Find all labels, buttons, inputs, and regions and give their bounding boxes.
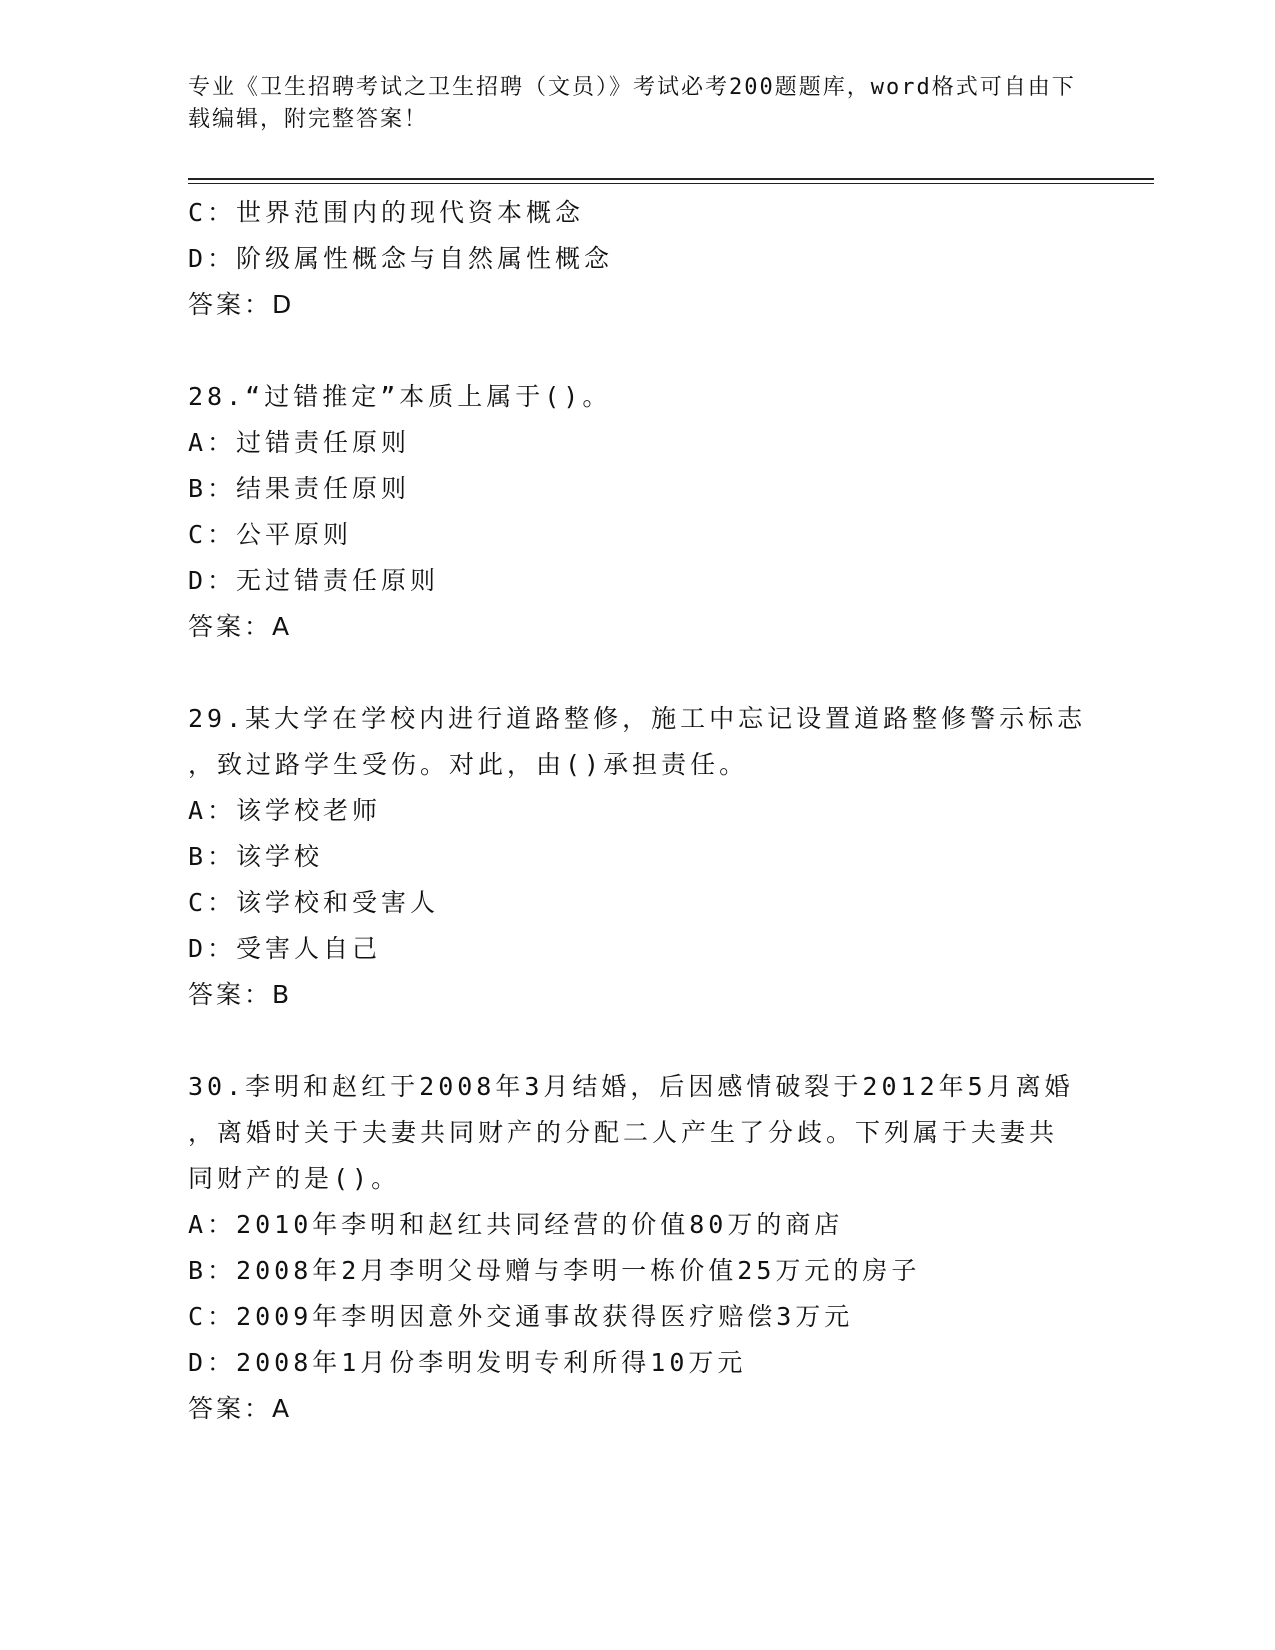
spacer [188,650,1088,696]
spacer [188,328,1088,374]
question-stem-line-1: 29.某大学在学校内进行道路整修，施工中忘记设置道路整修警示标志 [188,704,1087,733]
question-29 [188,696,1088,1018]
question-stem: 28.“过错推定”本质上属于()。 [188,382,612,411]
option-b: B：结果责任原则 [188,474,411,503]
question-28 [188,374,1088,650]
answer: 答案：B [188,980,293,1009]
header-divider-thick [188,178,1154,180]
spacer [188,1018,1088,1064]
option-a: A：2010年李明和赵红共同经营的价值80万的商店 [188,1210,844,1239]
question-30 [188,1064,1088,1432]
question-stem-line-1: 30.李明和赵红于2008年3月结婚，后因感情破裂于2012年5月离婚 [188,1072,1074,1101]
question-stem-line-3: 同财产的是()。 [188,1164,401,1193]
question-content [188,190,1088,1432]
option-b: B：2008年2月李明父母赠与李明一栋价值25万元的房子 [188,1256,921,1285]
question-stem-line-2: ，致过路学生受伤。对此，由()承担责任。 [188,750,749,779]
option-a: A：过错责任原则 [188,428,411,457]
question-27-continuation [188,190,1088,328]
option-d: D：阶级属性概念与自然属性概念 [188,244,614,273]
option-d: D：2008年1月份李明发明专利所得10万元 [188,1348,747,1377]
option-d: D：无过错责任原则 [188,566,440,595]
option-c: C：公平原则 [188,520,353,549]
option-d: D：受害人自己 [188,934,382,963]
option-c: C：该学校和受害人 [188,888,440,917]
option-a: A：该学校老师 [188,796,382,825]
answer: 答案：A [188,612,293,641]
answer: 答案：A [188,1394,293,1423]
answer: 答案：D [188,290,295,319]
option-c: C：世界范围内的现代资本概念 [188,198,585,227]
question-stem-line-2: ，离婚时关于夫妻共同财产的分配二人产生了分歧。下列属于夫妻共 [188,1118,1059,1147]
header-divider-thin [188,183,1154,184]
option-b: B：该学校 [188,842,324,871]
option-c: C：2009年李明因意外交通事故获得医疗赔偿3万元 [188,1302,854,1331]
document-header: 专业《卫生招聘考试之卫生招聘（文员）》考试必考200题题库，word格式可自由下载编辑，附完整答案！ [188,75,1076,132]
